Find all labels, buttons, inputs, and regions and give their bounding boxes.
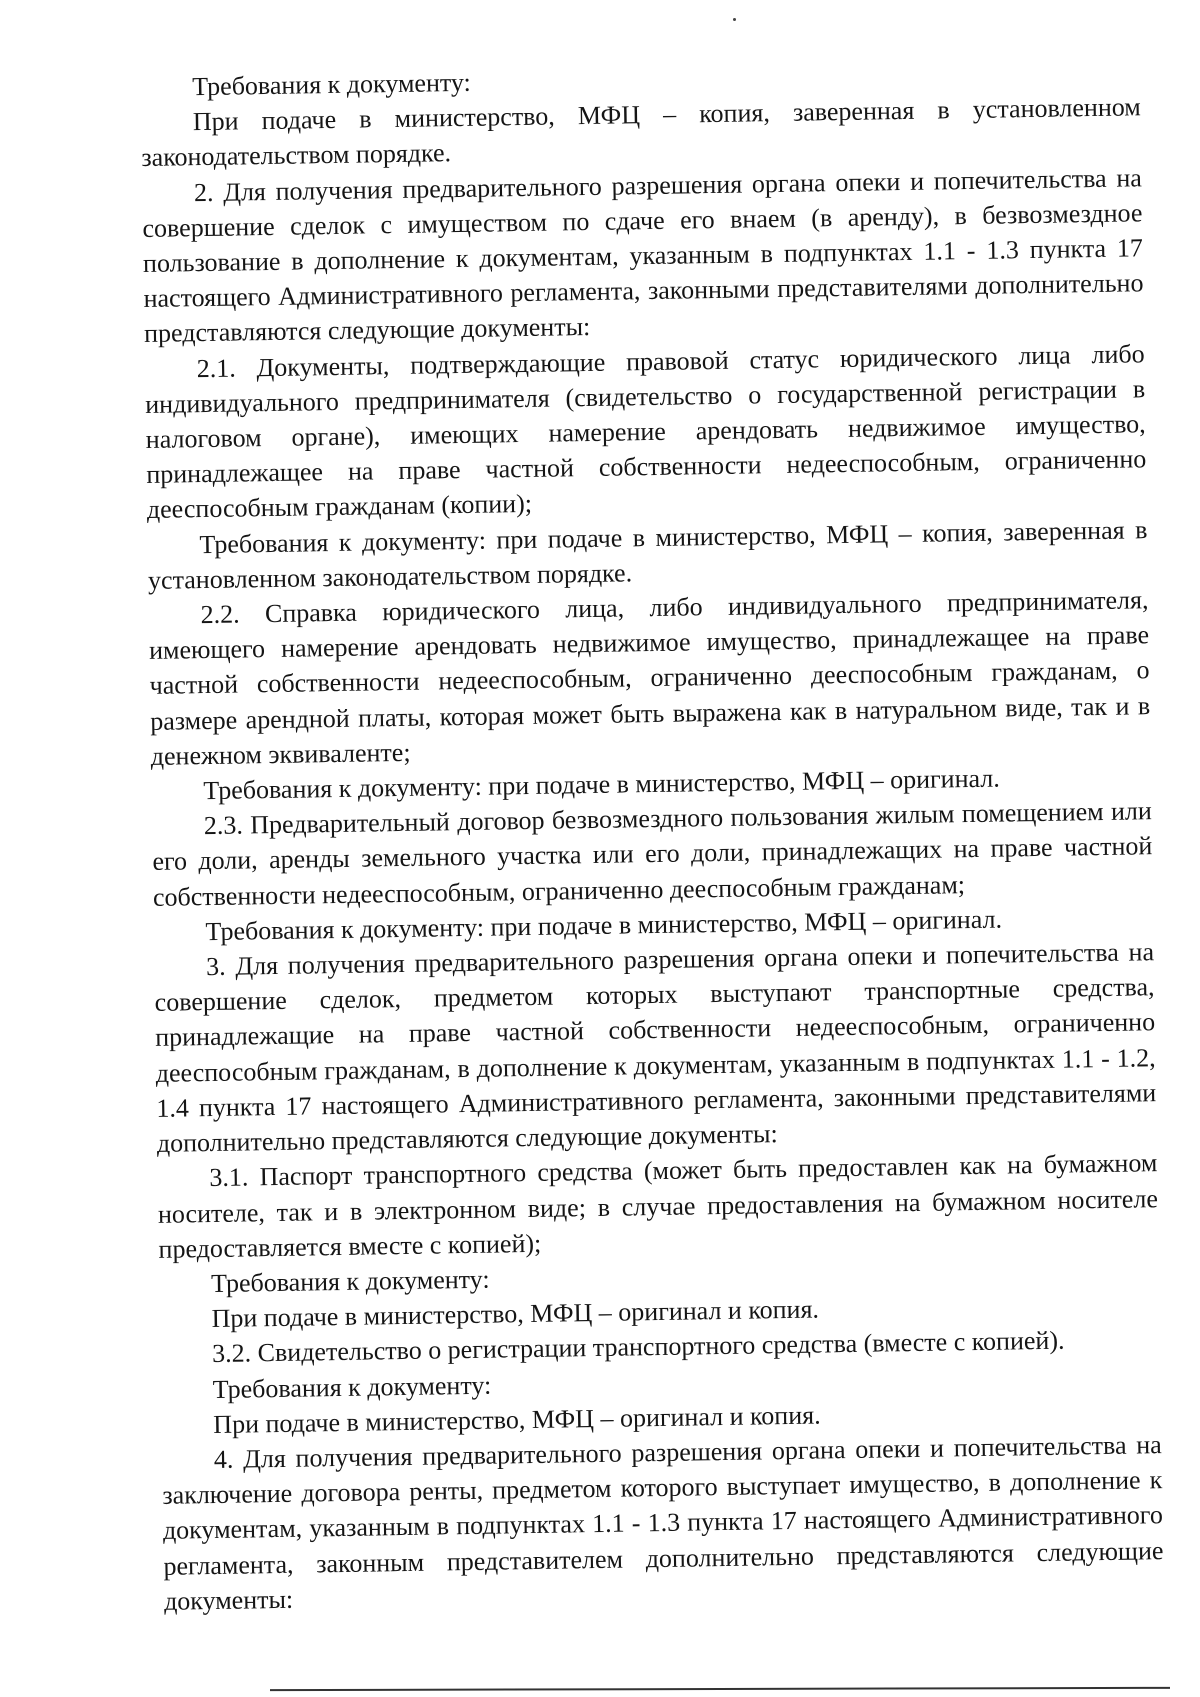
paragraph-item-3: 3. Для получения предварительного разрешения органа опеки и попечительства на совершение сделок, предметом которых выступают транспортные средства, принадлежащие на праве частной собственности недееспособным, ограниченно дееспособным гражданам, в дополнение к документам, указанным в подпунктах 1.1 - 1.2, 1.4 пункта 17 настоящего Административного регламента, законными представителями дополнительно представляются следующие документы: [154,937,1157,1158]
paragraph-item-2-3: 2.3. Предварительный договор безвозмездного пользования жилым помещением или его доли, аренды земельного участка или его доли, принадлежащих на праве частной собственности недееспособным, ограниченно дееспособным гражданам; [152,796,1153,912]
paragraph-item-4: 4. Для получения предварительного разрешения органа опеки и попечительства на заключение договора ренты, предметом которого выступает имущество, в дополнение к документам, указанным в подпунктах 1.1 - 1.3 пункта 17 настоящего Административного регламента, законным представителем дополнительно представляются следующие документы: [162,1430,1164,1616]
paragraph-item-2-2: 2.2. Справка юридического лица, либо индивидуального предпринимателя, имеющего намерение арендовать недвижимое имущество, принадлежащее на праве частной собственности недееспособным, ограниченно дееспособным гражданам, о размере арендной платы, которая может быть выражена как в натуральном виде, так и в денежном эквиваленте; [148,585,1151,771]
paragraph-item-3-1: 3.1. Паспорт транспортного средства (может быть предоставлен как на бумажном носителе, так и в электронном виде; в случае предоставления на бумажном носителе предоставляется вместе с копией); [157,1148,1159,1264]
paragraph-requirements-3-2-body: При подаче в министерство, МФЦ – оригинал и копия. [213,1400,821,1439]
paragraph-item-2-1: 2.1. Документы, подтверждающие правовой статус юридического лица либо индивидуального предпринимателя (свидетельство о государственной регистрации в налоговом органе), имеющих намерение арендовать недвижимое имущество, принадлежащее на праве частной собственности недееспособным, ограниченно дееспособным гражданам (копии); [145,338,1147,525]
page-bottom-edge [270,1687,1170,1691]
paragraph-requirements-2-3: Требования к документу: при подаче в министерство, МФЦ – оригинал. [205,904,1003,946]
paragraph-requirements-3-1-body: При подаче в министерство, МФЦ – оригинал и копия. [211,1294,820,1334]
paragraph-item-2: 2. Для получения предварительного разрешения органа опеки и попечительства на совершение сделок с имуществом по сдаче его внаем (в аренду), в безвозмездное пользование в дополнение к документам, указанным в подпунктах 1.1 - 1.3 пункта 17 настоящего Административного регламента, законными представителями дополнительно представляются следующие документы: [142,162,1144,349]
paragraph-requirements-2-1: Требования к документу: при подаче в министерство, МФЦ – копия, заверенная в установленном законодательством порядке. [147,514,1148,595]
paragraph-item-3-2: 3.2. Свидетельство о регистрации транспортного средства (вместе с копией). [211,1325,1065,1369]
paragraph-requirements-2-2: Требования к документу: при подаче в министерство, МФЦ – оригинал. [203,763,1000,806]
paragraph-requirements-body: При подаче в министерство, МФЦ – копия, заверенная в установленном законодательством порядке. [141,92,1141,173]
paragraph-requirements-3-2-title: Требования к документу: [212,1370,492,1404]
scan-speck [733,18,736,21]
paragraph-requirements-title: Требования к документу: [192,67,471,102]
paragraph-requirements-3-1-title: Требования к документу: [210,1264,490,1298]
document-page [140,54,1164,1618]
